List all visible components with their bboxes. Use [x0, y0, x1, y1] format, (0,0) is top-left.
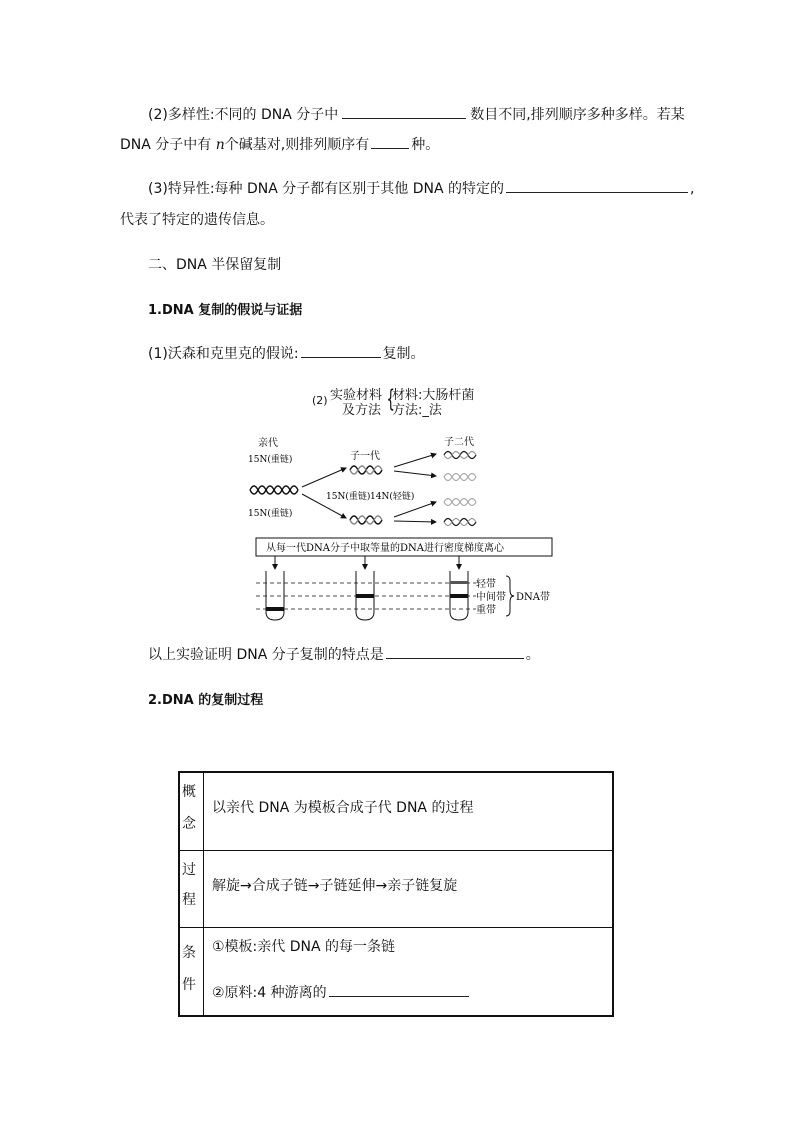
table-row-process: [180, 850, 612, 928]
band-group-label: DNA带: [516, 592, 550, 603]
table-row-conditions: [180, 927, 612, 1016]
replication-diagram: [230, 430, 570, 625]
table-header-char: 条: [182, 945, 196, 961]
diversity-text-d: 个碱基对,则排列顺序有: [224, 137, 370, 153]
parent-bottom-label: 15N(重链): [248, 509, 293, 519]
band-heavy-label: 重带: [476, 605, 496, 616]
answer-blank: [329, 984, 469, 997]
subsection-2-title: [148, 689, 263, 708]
experiment-method: 方法:_法: [392, 403, 442, 418]
specificity-text-a: (3)特异性:每种 DNA 分子都有区别于其他 DNA 的特定的: [148, 181, 505, 197]
parent-dna-helix: [250, 486, 298, 494]
table-cell-content: ①模板:亲代 DNA 的每一条链: [212, 939, 395, 955]
answer-blank: [386, 646, 524, 659]
answer-blank: [301, 345, 381, 358]
table-header-char: 念: [182, 816, 196, 832]
table-row-concept: [180, 773, 612, 850]
diversity-text-a: (2)多样性:不同的 DNA 分子中: [148, 107, 339, 123]
experiment-material-label: 实验材料: [330, 388, 383, 403]
answer-blank: [371, 136, 409, 149]
gen1-dna-helix-bottom: [350, 516, 382, 524]
experiment-number: (2): [312, 394, 328, 407]
specificity-line-2: [120, 209, 274, 229]
band-brace: [506, 576, 514, 616]
answer-blank: [506, 180, 688, 193]
diversity-text-e: 种。: [411, 137, 440, 153]
gen2-dna-helix: [444, 499, 476, 506]
experiment-block: [312, 384, 512, 418]
brace: {: [386, 385, 395, 413]
gen1-mid-b: 14N(轻链): [370, 492, 415, 502]
gen2-dna-helix: [444, 474, 476, 481]
conclusion-tail: 。: [525, 647, 540, 663]
parent-top-label: 15N(重链): [248, 455, 293, 465]
table-cell-content: 以亲代 DNA 为模板合成子代 DNA 的过程: [212, 800, 474, 816]
centrifuge-box-text: 从每一代DNA分子中取等量的DNA进行密度梯度离心: [266, 543, 504, 554]
table-header-char: 件: [182, 977, 196, 993]
table-cell-content: 解旋→合成子链→子链延伸→亲子链复旋: [212, 878, 458, 894]
diversity-line-2: [120, 134, 439, 154]
table-header-char: 概: [182, 784, 196, 800]
gen1-label: 子一代: [350, 451, 380, 462]
experiment-material: 材料:大肠杆菌: [392, 388, 475, 403]
specificity-line-1: [120, 178, 694, 198]
subsection-2-title-text: 2.DNA 的复制过程: [148, 693, 264, 708]
heavy-band: [266, 607, 284, 611]
experiment-method-label: 及方法: [342, 403, 382, 418]
subsection-1-title: [148, 299, 302, 318]
hypothesis-line: [148, 343, 425, 363]
gen2-dna-helix: [444, 519, 476, 526]
arrow-gen1-to-gen2: [394, 502, 436, 517]
diversity-text-b: 数目不同,排列顺序多种多样。若某: [470, 107, 685, 123]
table-cell-content: [212, 982, 469, 1002]
section-heading-text: 二、DNA 半保留复制: [148, 257, 282, 273]
variable-n: n: [215, 137, 225, 153]
table-header-char: 程: [182, 892, 196, 908]
arrow-gen1-to-gen2: [394, 471, 436, 476]
gen1-mid-a: 15N(重链): [326, 492, 371, 502]
diversity-text-c: DNA 分子中有: [120, 137, 212, 153]
table-header-cell: [180, 773, 204, 850]
replication-process-table: [178, 771, 614, 1017]
arrow-parent-to-gen1-top: [302, 468, 346, 487]
middle-band: [450, 594, 468, 598]
table-header-char: 过: [182, 862, 196, 878]
gen2-label: 子二代: [444, 437, 474, 448]
subsection-1-title-text: 1.DNA 复制的假说与证据: [148, 303, 303, 318]
light-band: [450, 581, 468, 584]
specificity-text-b: ,: [690, 181, 695, 197]
material-text: ②原料:4 种游离的: [212, 985, 327, 1001]
table-header-cell: [180, 851, 204, 928]
section-heading: [148, 254, 281, 274]
hypothesis-tail: 复制。: [382, 346, 425, 362]
band-middle-label: 中间带: [476, 592, 506, 603]
hypothesis-text: (1)沃森和克里克的假说:: [148, 346, 299, 362]
arrow-gen1-to-gen2: [394, 454, 436, 467]
band-light-label: 轻带: [476, 579, 496, 590]
arrow-gen1-to-gen2: [394, 521, 436, 522]
specificity-text-c: 代表了特定的遗传信息。: [120, 212, 274, 228]
conclusion-text: 以上实验证明 DNA 分子复制的特点是: [148, 647, 384, 663]
test-tube-parent: [266, 571, 284, 620]
table-header-cell: [180, 928, 204, 1016]
conclusion-line: [148, 644, 540, 664]
gen1-dna-helix-top: [350, 466, 382, 474]
parent-label: 亲代: [258, 438, 278, 449]
middle-band: [356, 594, 374, 598]
diversity-line-1: [120, 104, 685, 124]
gen2-dna-helix: [444, 452, 476, 459]
answer-blank: [342, 106, 466, 119]
